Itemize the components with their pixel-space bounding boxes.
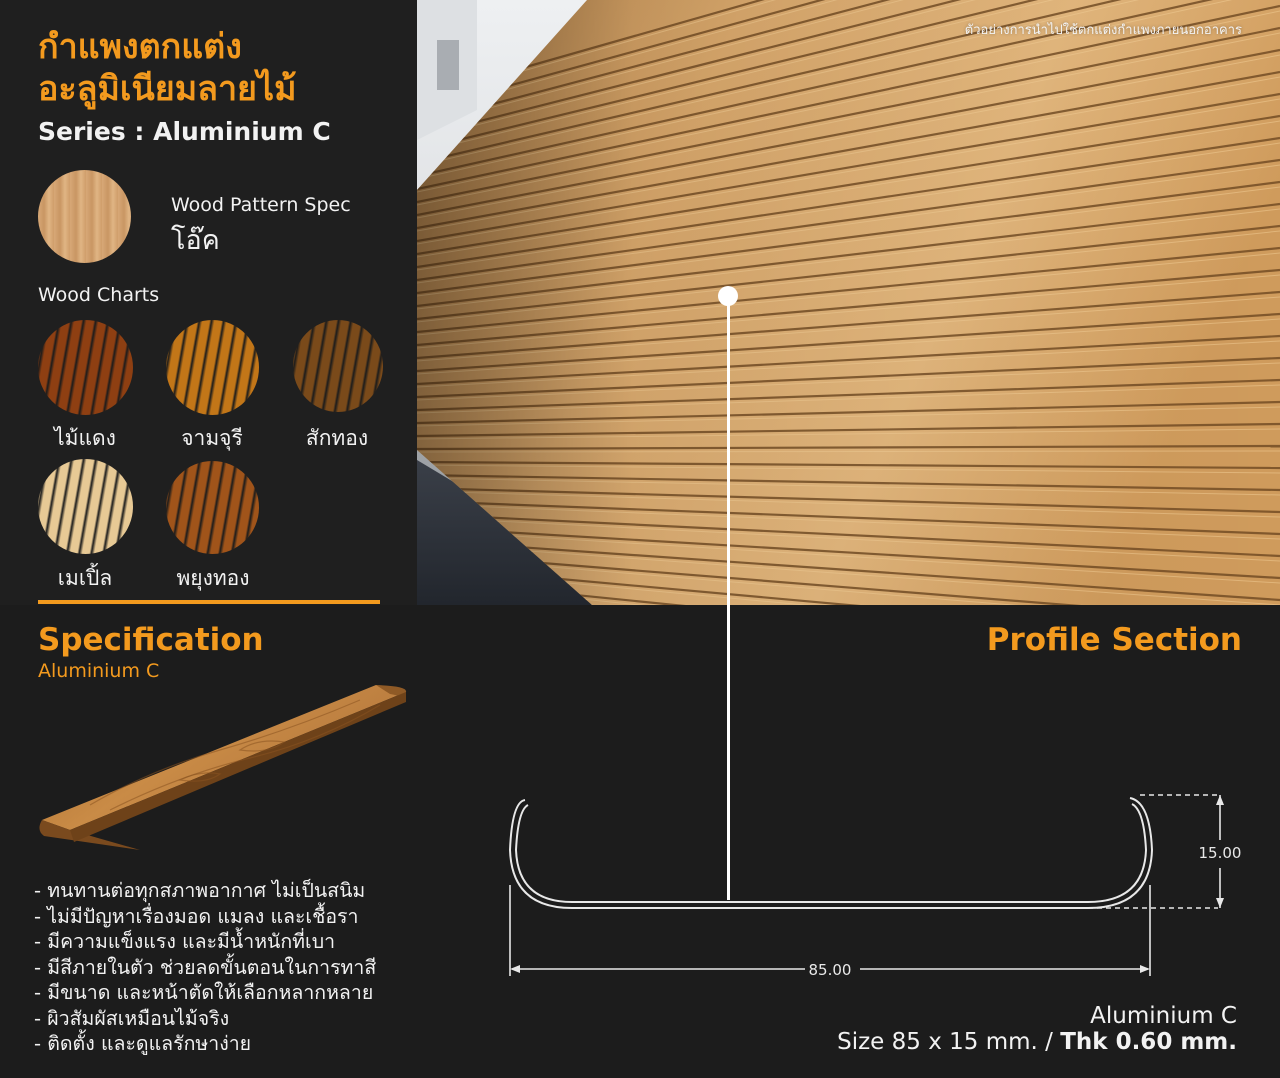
swatch-maple: [38, 459, 133, 554]
page-title-line2: อะลูมิเนียมลายไม้: [38, 69, 297, 109]
section-divider: [38, 600, 380, 604]
product-name: Aluminium C: [1090, 1003, 1237, 1029]
callout-line: [727, 296, 730, 900]
feature-item: - มีขนาด และหน้าตัดให้เลือกหลากหลาย: [34, 981, 374, 1004]
swatch-label-payung-thong: พยุงทอง: [176, 566, 250, 590]
feature-item: - มีความแข็งแรง และมีน้ำหนักที่เบา: [34, 930, 336, 953]
feature-item: - ผิวสัมผัสเหมือนไม้จริง: [34, 1006, 230, 1030]
swatch-label-mai-daeng: ไม้แดง: [54, 426, 116, 450]
product-size: [837, 1029, 1237, 1055]
thickness-text: Thk 0.60 mm.: [1060, 1029, 1237, 1055]
page-title-line1: กำแพงตกแต่ง: [38, 27, 242, 67]
swatch-jamjuree: [166, 320, 259, 415]
profile-section-drawing: [490, 780, 1250, 990]
specification-heading: Specification: [38, 622, 264, 658]
feature-item: - ติดตั้ง และดูแลรักษาง่าย: [34, 1032, 252, 1055]
feature-list: [34, 878, 376, 1057]
size-text: Size 85 x 15 mm. /: [837, 1029, 1061, 1055]
series-label: Series : Aluminium C: [38, 117, 331, 146]
oak-swatch: [38, 170, 131, 263]
swatch-label-sak-thong: สักทอง: [305, 426, 369, 450]
specification-subheading: Aluminium C: [38, 660, 160, 682]
swatch-payung-thong: [166, 461, 259, 554]
wood-pattern-spec-label: Wood Pattern Spec: [171, 194, 351, 216]
swatch-sak-thong: [293, 320, 383, 412]
feature-item: - ไม่มีปัญหาเรื่องมอด แมลง และเชื้อรา: [34, 904, 359, 928]
swatch-mai-daeng: [38, 320, 133, 415]
swatch-label-jamjuree: จามจุรี: [181, 426, 243, 450]
swatch-label-maple: เมเปิ้ล: [57, 566, 113, 590]
profile-section-heading: Profile Section: [986, 622, 1242, 658]
info-panel: [0, 0, 417, 605]
height-dimension-label: 15.00: [1198, 844, 1242, 862]
callout-dot: [718, 286, 738, 306]
panel-3d-render: [30, 680, 420, 850]
wood-charts-label: Wood Charts: [38, 284, 160, 306]
width-dimension-label: 85.00: [808, 961, 852, 979]
photo-caption: ตัวอย่างการนำไปใช้ตกแต่งกำแพงภายนอกอาคาร: [964, 23, 1242, 38]
feature-item: - ทนทานต่อทุกสภาพอากาศ ไม่เป็นสนิม: [34, 879, 366, 902]
feature-item: - มีสีภายในตัว ช่วยลดขั้นตอนในการทาสี: [34, 955, 377, 979]
wall-photo: [417, 0, 1280, 605]
wood-pattern-spec-name: โอ๊ค: [171, 225, 220, 256]
